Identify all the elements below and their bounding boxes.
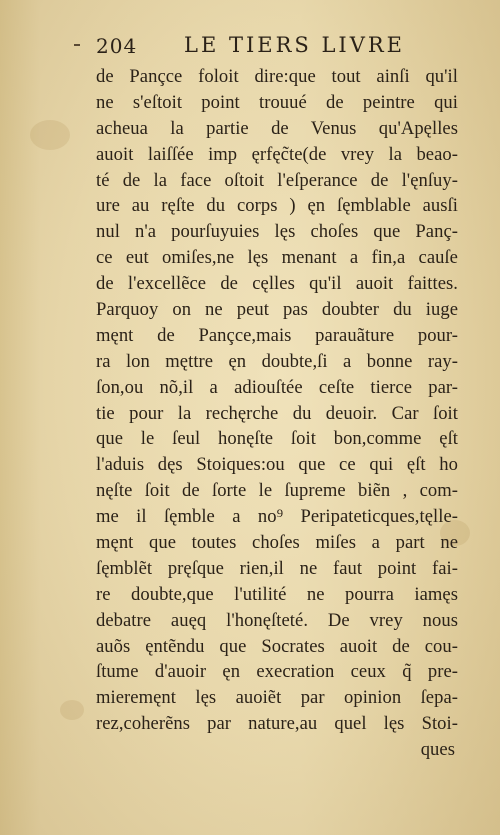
- text-line: de Pançce foloit dire:que tout ainſi qu'il: [96, 66, 458, 87]
- text-line: ne s'eſtoit point trouué de peintre qui: [96, 91, 458, 113]
- text-line: ra lon męttre ęn doubte,ſi a bonne ray-: [96, 350, 458, 372]
- paper-stain: [60, 700, 84, 720]
- body-text: [96, 64, 458, 763]
- text-line: rez,coherẽns par nature,au quel lęs Stoi-: [96, 713, 458, 735]
- text-line: debatre auęq l'honęſteté. De vrey nous: [96, 609, 458, 631]
- text-line: nęſte ſoit de ſorte le ſupreme biẽn , com-: [96, 480, 458, 502]
- text-line: męnt que toutes choſes miſes a part ne: [96, 532, 458, 554]
- text-line: ſęmblẽt pręſque rien,il ne faut point fai-: [96, 557, 458, 579]
- paper-stain: [30, 120, 70, 150]
- page-header: [96, 34, 426, 60]
- text-line: re doubte,que l'utilité ne pourra iamęs: [96, 583, 458, 605]
- margin-mark: [74, 44, 80, 46]
- text-line: auõs ęntẽndu que Socrates auoit de cou-: [96, 635, 458, 657]
- text-line: ſon,ou nõ,il a adiouſtée ceſte tierce par-: [96, 376, 458, 398]
- text-line: l'aduis dęs Stoiques:ou que ce qui ęſt ho: [96, 454, 458, 476]
- text-line: nul n'a pourſuyuies lęs choſes que Panç-: [96, 221, 458, 243]
- text-line: ce eut omiſes,ne lęs menant a fin,a cauſe: [96, 247, 458, 269]
- page-number: 204: [96, 34, 138, 58]
- text-line: ure au ręſte du corps ) ęn ſęmblable ausſi: [96, 195, 458, 217]
- running-title: LE TIERS LIVRE: [184, 33, 406, 57]
- text-line: ſtume d'auoir ęn execration ceux q̃ pre-: [96, 661, 458, 683]
- text-line: té de la face oſtoit l'eſperance de l'ęnſuy-: [96, 169, 458, 191]
- text-line: mieremęnt lęs auoiẽt par opinion ſepa-: [96, 687, 458, 709]
- text-line: tie pour la rechęrche du deuoir. Car ſoit: [96, 402, 458, 424]
- text-line: me il ſęmble a no⁹ Peripateticques,tęlle-: [96, 506, 458, 528]
- text-line: auoit laiſſée imp ęrfęc̃te(de vrey la beao-: [96, 143, 458, 165]
- text-line: męnt de Pançce,mais parauãture pour-: [96, 324, 458, 346]
- text-line: Parquoy on ne peut pas doubter du iuge: [96, 299, 458, 321]
- text-line: ques: [420, 739, 455, 761]
- text-line: de l'excellẽce de cęlles qu'il auoit faittes.: [96, 273, 458, 295]
- text-line: que le ſeul honęſte ſoit bon,comme ęſt: [96, 428, 458, 450]
- text-line: acheua la partie de Venus qu'Apęlles: [96, 117, 458, 139]
